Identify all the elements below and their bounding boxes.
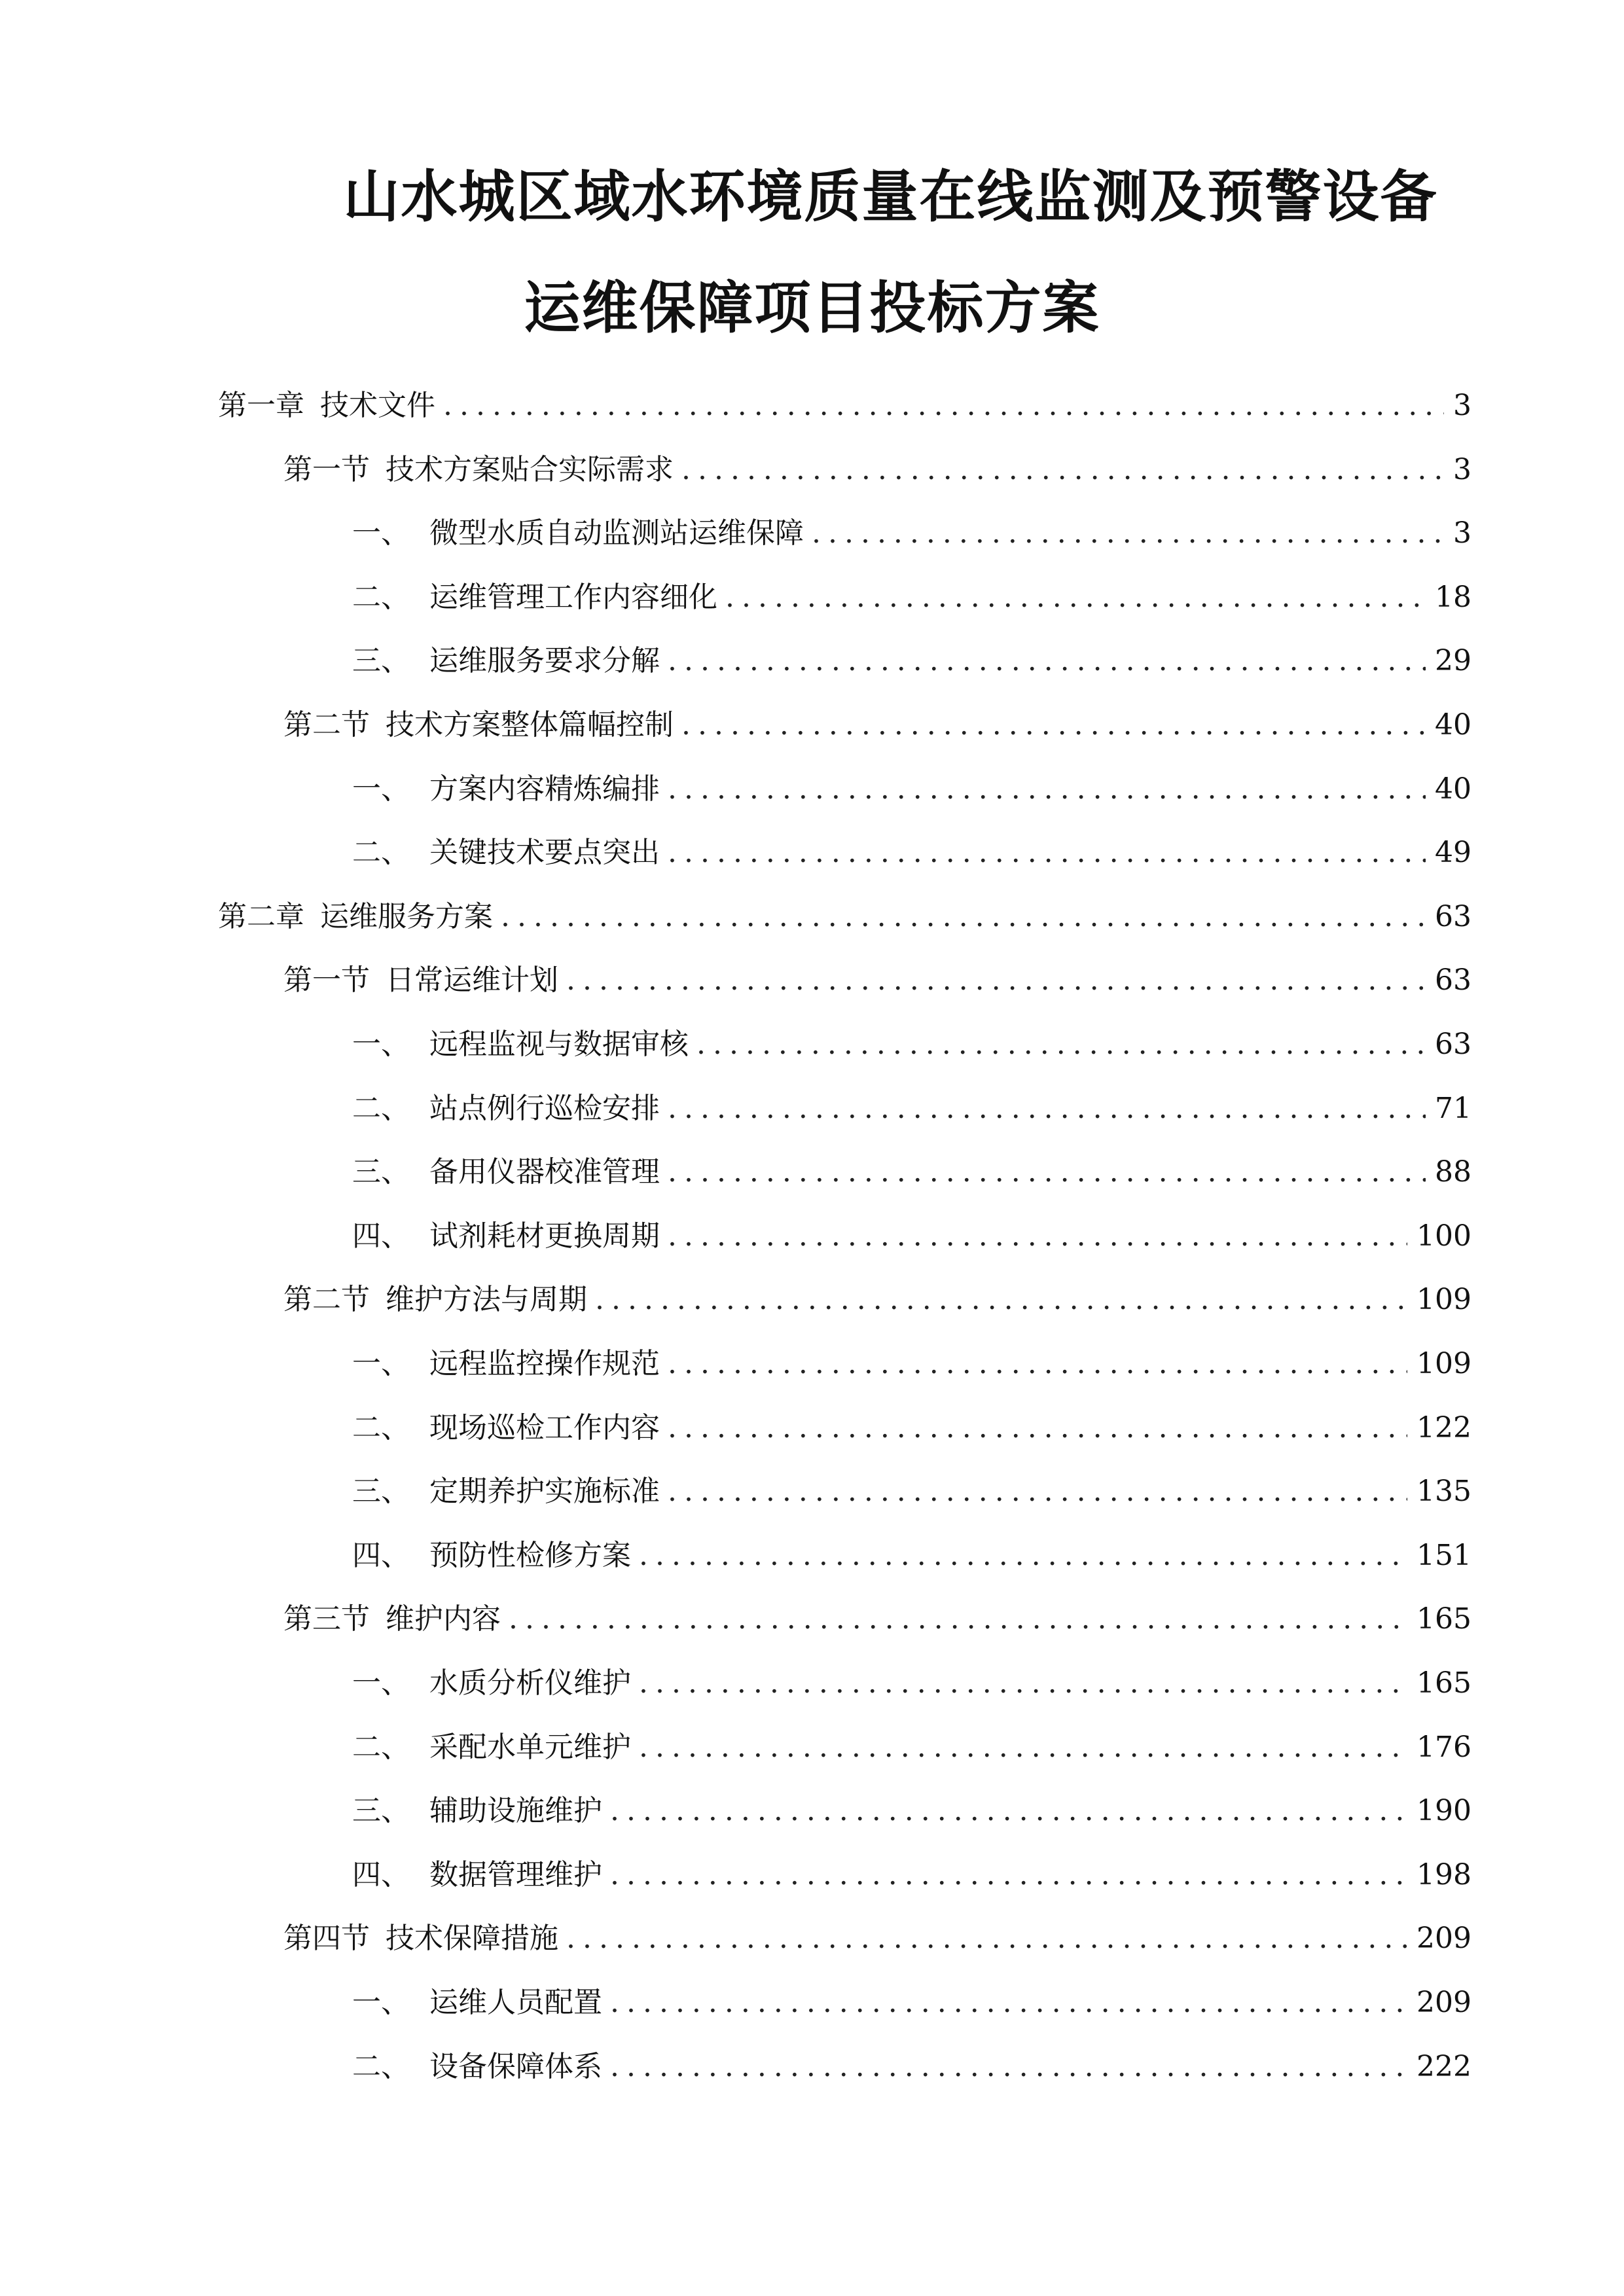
toc-entry-number: 四、 [352, 1538, 410, 1572]
toc-entry[interactable] [352, 1217, 1471, 1256]
toc-entry-number: 第一章 [218, 389, 304, 422]
toc-entry[interactable] [352, 1856, 1471, 1895]
toc-entry[interactable] [352, 1344, 1471, 1384]
toc-dot-leader [501, 897, 1426, 937]
toc-entry[interactable] [218, 897, 1471, 937]
toc-entry-number: 一、 [352, 1028, 410, 1061]
toc-entry-number: 一、 [352, 1347, 410, 1380]
toc-entry-number: 四、 [352, 1857, 410, 1892]
toc-dot-leader [681, 706, 1426, 745]
toc-entry-page-number: 88 [1435, 1155, 1471, 1189]
toc-entry-page-number: 63 [1435, 899, 1471, 933]
toc-entry-label: 定期养护实施标准 [429, 1475, 660, 1509]
toc-entry-number: 一、 [352, 772, 410, 806]
toc-entry-label: 运维服务要求分解 [429, 644, 660, 678]
toc-dot-leader [639, 1536, 1407, 1575]
toc-entry-label: 技术文件 [320, 389, 435, 422]
toc-entry-label: 方案内容精炼编排 [429, 772, 660, 806]
toc-entry[interactable] [352, 1536, 1471, 1575]
toc-entry[interactable] [352, 1408, 1471, 1448]
toc-entry-number: 二、 [352, 836, 410, 870]
toc-dot-leader [668, 1217, 1407, 1256]
toc-entry-number: 第三节 [283, 1602, 370, 1636]
toc-entry-page-number: 3 [1453, 389, 1471, 422]
toc-entry-page-number: 71 [1435, 1091, 1471, 1125]
toc-entry-number: 三、 [352, 1475, 410, 1509]
toc-entry[interactable] [283, 1280, 1471, 1319]
toc-entry[interactable] [283, 1919, 1471, 1958]
toc-entry[interactable] [283, 450, 1471, 490]
toc-entry[interactable] [352, 514, 1471, 553]
toc-entry-page-number: 63 [1435, 963, 1471, 997]
toc-entry-number: 三、 [352, 644, 410, 678]
toc-entry-page-number: 29 [1435, 644, 1471, 678]
toc-entry-number: 二、 [352, 2049, 410, 2083]
toc-entry-page-number: 40 [1435, 772, 1471, 806]
toc-dot-leader [595, 1280, 1407, 1319]
toc-entry-label: 站点例行巡检安排 [429, 1091, 660, 1125]
toc-entry[interactable] [352, 770, 1471, 809]
toc-entry-page-number: 222 [1416, 2049, 1471, 2083]
toc-entry-page-number: 3 [1453, 452, 1471, 486]
toc-dot-leader [668, 1089, 1426, 1128]
toc-dot-leader [566, 961, 1426, 1000]
toc-entry-number: 四、 [352, 1219, 410, 1253]
toc-entry-label: 远程监视与数据审核 [429, 1028, 689, 1061]
toc-entry-label: 运维服务方案 [320, 899, 493, 933]
toc-entry[interactable] [352, 1089, 1471, 1128]
toc-entry-number: 一、 [352, 516, 410, 550]
toc-dot-leader [668, 1408, 1407, 1448]
toc-entry-page-number: 109 [1416, 1347, 1471, 1380]
toc-entry-label: 备用仪器校准管理 [429, 1155, 660, 1189]
toc-dot-leader [668, 1344, 1407, 1384]
toc-entry[interactable] [352, 1025, 1471, 1064]
toc-entry[interactable] [352, 1791, 1471, 1831]
toc-entry-label: 运维人员配置 [429, 1986, 602, 2019]
toc-entry[interactable] [218, 386, 1471, 425]
toc-entry-label: 设备保障体系 [429, 2049, 602, 2083]
toc-entry-page-number: 209 [1416, 1922, 1471, 1956]
toc-dot-leader [610, 2047, 1407, 2087]
toc-entry-number: 第一节 [283, 963, 370, 997]
toc-dot-leader [681, 450, 1444, 490]
toc-dot-leader [610, 1791, 1407, 1831]
toc-entry[interactable] [352, 641, 1471, 681]
toc-entry-page-number: 165 [1416, 1666, 1471, 1700]
toc-entry[interactable] [352, 833, 1471, 872]
toc-entry[interactable] [352, 1983, 1471, 2022]
toc-dot-leader [668, 1472, 1407, 1511]
toc-entry-page-number: 198 [1416, 1857, 1471, 1892]
toc-entry-label: 远程监控操作规范 [429, 1347, 660, 1380]
toc-entry-page-number: 40 [1435, 708, 1471, 742]
toc-entry[interactable] [352, 1728, 1471, 1767]
toc-entry-label: 微型水质自动监测站运维保障 [429, 516, 804, 550]
toc-entry-label: 技术方案整体篇幅控制 [386, 708, 674, 742]
toc-dot-leader [668, 641, 1426, 681]
toc-entry-page-number: 176 [1416, 1730, 1471, 1764]
toc-entry-page-number: 135 [1416, 1475, 1471, 1509]
toc-entry-label: 技术保障措施 [386, 1922, 558, 1956]
toc-entry-label: 预防性检修方案 [429, 1538, 631, 1572]
toc-entry-label: 运维管理工作内容细化 [429, 580, 717, 614]
toc-dot-leader [668, 1153, 1426, 1192]
toc-entry-number: 三、 [352, 1794, 410, 1828]
toc-entry-number: 一、 [352, 1986, 410, 2019]
toc-dot-leader [509, 1600, 1407, 1639]
toc-entry[interactable] [283, 961, 1471, 1000]
toc-entry[interactable] [352, 2047, 1471, 2087]
toc-entry-label: 维护方法与周期 [386, 1283, 587, 1317]
toc-entry-number: 二、 [352, 1091, 410, 1125]
toc-dot-leader [668, 833, 1426, 872]
toc-entry-number: 第二节 [283, 1283, 370, 1317]
toc-entry[interactable] [352, 578, 1471, 617]
toc-dot-leader [639, 1728, 1407, 1767]
toc-dot-leader [566, 1919, 1407, 1958]
toc-entry-number: 二、 [352, 1730, 410, 1764]
toc-entry-number: 二、 [352, 1410, 410, 1444]
toc-entry-page-number: 18 [1435, 580, 1471, 614]
toc-entry-label: 水质分析仪维护 [429, 1666, 631, 1700]
toc-entry-page-number: 109 [1416, 1283, 1471, 1317]
toc-entry-label: 辅助设施维护 [429, 1794, 602, 1828]
toc-dot-leader [725, 578, 1426, 617]
toc-dot-leader [443, 386, 1444, 425]
toc-dot-leader [610, 1856, 1407, 1895]
toc-dot-leader [696, 1025, 1426, 1064]
toc-entry-label: 维护内容 [386, 1602, 501, 1636]
toc-entry-number: 第四节 [283, 1922, 370, 1956]
toc-entry-number: 二、 [352, 580, 410, 614]
toc-entry[interactable] [352, 1664, 1471, 1703]
toc-entry-label: 试剂耗材更换周期 [429, 1219, 660, 1253]
toc-entry-page-number: 100 [1416, 1219, 1471, 1253]
toc-dot-leader [639, 1664, 1407, 1703]
toc-entry-number: 一、 [352, 1666, 410, 1700]
toc-entry-label: 日常运维计划 [386, 963, 558, 997]
toc-entry-label: 现场巡检工作内容 [429, 1410, 660, 1444]
toc-entry[interactable] [283, 1600, 1471, 1639]
document-title-line-2: 运维保障项目投标方案 [524, 275, 1100, 341]
toc-entry[interactable] [352, 1472, 1471, 1511]
toc-entry-page-number: 63 [1435, 1028, 1471, 1061]
toc-entry-page-number: 151 [1416, 1538, 1471, 1572]
toc-entry-number: 第二节 [283, 708, 370, 742]
document-title-line-1: 山水城区域水环境质量在线监测及预警设备 [343, 164, 1438, 230]
toc-dot-leader [610, 1983, 1407, 2022]
toc-entry[interactable] [283, 706, 1471, 745]
toc-entry-page-number: 3 [1453, 516, 1471, 550]
toc-entry-label: 关键技术要点突出 [429, 836, 660, 870]
toc-entry-page-number: 209 [1416, 1986, 1471, 2019]
toc-dot-leader [812, 514, 1444, 553]
toc-entry-page-number: 122 [1416, 1410, 1471, 1444]
toc-entry-label: 数据管理维护 [429, 1857, 602, 1892]
toc-entry-number: 三、 [352, 1155, 410, 1189]
toc-entry-number: 第一节 [283, 452, 370, 486]
toc-entry-page-number: 190 [1416, 1794, 1471, 1828]
toc-entry-label: 采配水单元维护 [429, 1730, 631, 1764]
toc-dot-leader [668, 770, 1426, 809]
toc-entry-label: 技术方案贴合实际需求 [386, 452, 674, 486]
toc-entry[interactable] [352, 1153, 1471, 1192]
toc-entry-page-number: 49 [1435, 836, 1471, 870]
toc-entry-page-number: 165 [1416, 1602, 1471, 1636]
toc-entry-number: 第二章 [218, 899, 304, 933]
